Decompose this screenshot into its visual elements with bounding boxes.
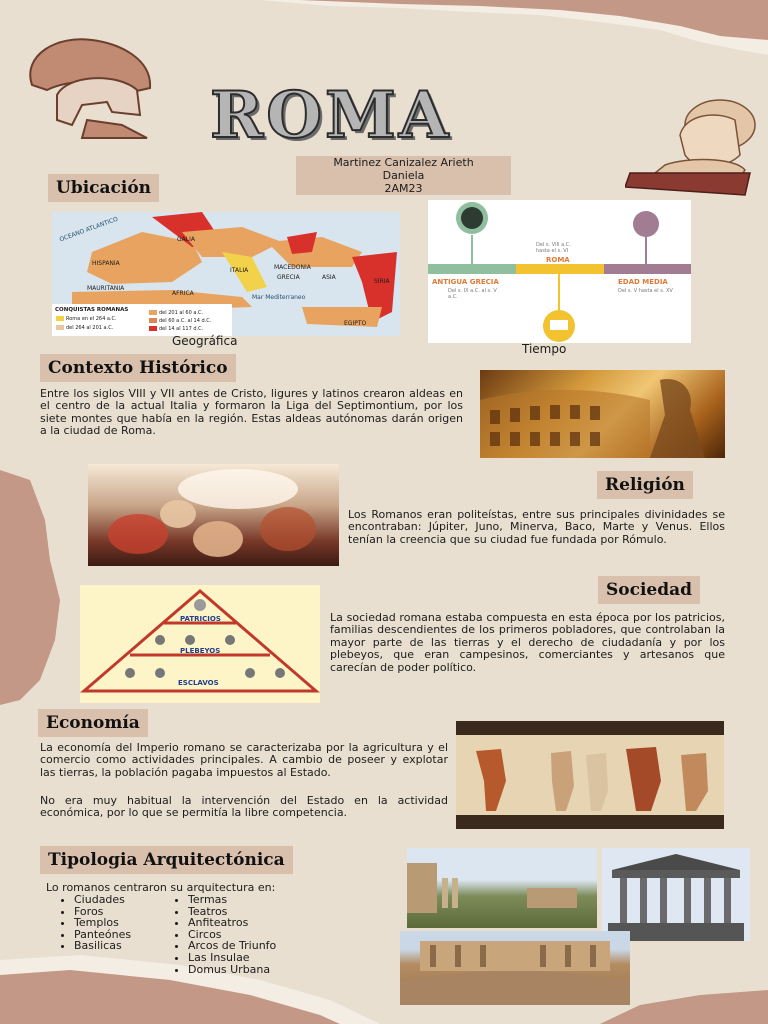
author-name: Martinez Canizalez Arieth	[296, 156, 511, 169]
roman-conquest-map	[52, 212, 400, 336]
religious-painting-image	[88, 464, 339, 566]
list-item: • Basilicas	[74, 940, 131, 952]
map-legend-item: del 14 al 117 d.C.	[159, 326, 204, 332]
timeline-label-grecia: ANTIGUA GRECIA	[432, 278, 499, 286]
map-legend-item: del 60 a.C. al 14 d.C.	[159, 318, 212, 324]
roman-helmet-illustration	[12, 30, 162, 140]
heading-contexto-historico: Contexto Histórico	[40, 354, 236, 382]
map-label-italia: ITALIA	[230, 267, 249, 274]
roman-theatre-photo	[400, 931, 630, 1005]
timeline-label-edad-media: EDAD MEDIA	[618, 278, 668, 286]
heading-sociedad: Sociedad	[598, 576, 700, 604]
list-item: • Domus Urbana	[188, 964, 276, 976]
architecture-list-2	[170, 894, 276, 975]
map-label-galia: GALIA	[177, 236, 195, 243]
colosseum-image	[480, 370, 725, 458]
map-label-asia: ASIA	[322, 274, 336, 281]
list-item: • Panteónes	[74, 929, 131, 941]
map-legend-item: del 264 al 201 a.C.	[66, 325, 114, 331]
list-item: • Templos	[74, 917, 131, 929]
list-item: • Teatros	[188, 906, 276, 918]
map-label-macedonia: MACEDONIA	[274, 264, 311, 271]
list-item: • Ciudades	[74, 894, 131, 906]
map-label-mauritania: MAURITANIA	[87, 285, 125, 292]
list-item: • Foros	[74, 906, 131, 918]
author-group: 2AM23	[296, 182, 511, 195]
economia-text-1: La economía del Imperio romano se caracterizaba por la agricultura y el comercio como actividades principales. A cambio de poseer y explotar las tierras, la población pagaba impuestos al Estado.	[40, 741, 448, 779]
timeline-dates-roma: Del s. VIII a.C. hasta el s. VI	[536, 242, 571, 254]
list-item: • Anfiteatros	[188, 917, 276, 929]
roman-forum-photo	[407, 848, 597, 928]
roman-bust-illustration	[625, 95, 760, 200]
map-label-ocean: OCEANO ATLANTICO	[58, 215, 119, 244]
heading-economia: Economía	[38, 709, 148, 737]
timeline-dates-edad-media: Del s. V hasta el s. XV	[618, 288, 673, 294]
map-label-sea: Mar Mediterraneo	[252, 294, 306, 301]
architecture-list-1	[56, 894, 131, 952]
sociedad-text: La sociedad romana estaba compuesta en esta época por los patricios, familias descendientes de los primeros pobladores, que controlaban la mayor parte de las tierras y el derecho de ciudadanía y por los plebeyos, que eran campesinos, comerciantes y artesanos que carecían de poder político.	[330, 611, 725, 674]
pyramid-label-plebeyos: PLEBEYOS	[180, 647, 221, 655]
timeline-graphic	[428, 200, 691, 343]
author-first-name: Daniela	[296, 169, 511, 182]
list-item: • Circos	[188, 929, 276, 941]
map-legend-title: CONQUISTAS ROMANAS	[55, 307, 129, 313]
tipologia-intro: Lo romanos centraron su arquitectura en:	[46, 881, 276, 894]
heading-ubicacion: Ubicación	[48, 174, 159, 202]
map-label-grecia: GRECIA	[277, 274, 300, 281]
religion-text: Los Romanos eran politeístas, entre sus principales divinidades se encontraban: Júpiter, Juno, Minerva, Baco, Marte y Venus. Ellos tenían la creencia que su ciudad fue fundada por Rómulo.	[348, 508, 725, 546]
heading-tipologia: Tipologia Arquitectónica	[40, 846, 293, 874]
timeline-label-roma: ROMA	[546, 256, 570, 264]
map-legend-item: del 201 al 60 a.C.	[159, 310, 204, 316]
contexto-text: Entre los siglos VIII y VII antes de Cristo, ligures y latinos crearon aldeas en el centro de la actual Italia y formaron la Liga del Septimontium, por los siete montes que había en la región. Estas aldeas autónomas darán origen a la ciudad de Roma.	[40, 387, 463, 438]
map-legend-item: Roma en el 264 a.C.	[66, 316, 117, 322]
map-label-hispania: HISPANIA	[92, 260, 120, 267]
social-pyramid-diagram	[80, 585, 320, 703]
pyramid-label-esclavos: ESCLAVOS	[178, 679, 219, 687]
map-label-egipto: EGIPTO	[344, 320, 367, 327]
map-caption: Geográfica	[172, 334, 238, 348]
pyramid-label-patricios: PATRICIOS	[180, 615, 221, 623]
list-item: • Las Insulae	[188, 952, 276, 964]
map-label-africa: AFRICA	[172, 290, 194, 297]
roman-temple-photo	[602, 848, 750, 941]
map-label-siria: SIRIA	[374, 278, 390, 285]
list-item: • Arcos de Triunfo	[188, 940, 276, 952]
heading-religion: Religión	[597, 471, 693, 499]
mosaic-image	[456, 721, 724, 829]
list-item: • Termas	[188, 894, 276, 906]
economia-text-2: No era muy habitual la intervención del Estado en la actividad económica, por lo que se permitía la libre competencia.	[40, 794, 448, 820]
timeline-caption: Tiempo	[522, 342, 567, 356]
timeline-dates-grecia: Del s. IX a.C. al s. V a.C.	[448, 288, 497, 300]
page-title: ROMA	[210, 78, 452, 153]
